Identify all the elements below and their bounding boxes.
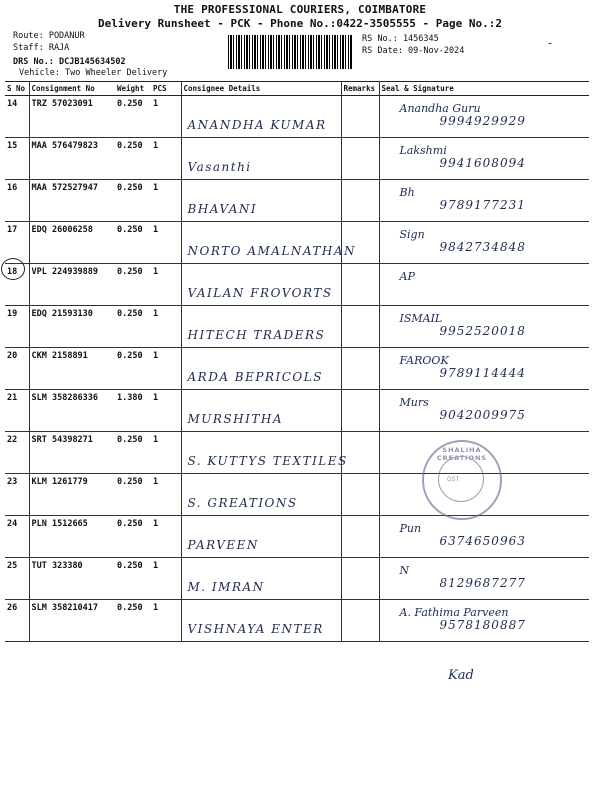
consignee-handwriting: S. KUTTYS TEXTILES [187,454,348,468]
receiver-signature: FAROOK [399,354,449,367]
cell-signature [379,558,589,600]
consignee-handwriting: M. IMRAN [187,580,265,594]
cell-consignee [181,516,341,558]
cell-consignee [181,138,341,180]
receiver-signature: AP [399,270,415,283]
col-remarks: Remarks [341,82,379,96]
col-signature: Seal & Signature [379,82,589,96]
consignee-handwriting: NORTO AMALNATHAN [187,244,357,258]
consignee-handwriting: ARDA BEPRICOLS [187,370,323,384]
receiver-signature: Pun [399,522,422,535]
cell-remarks [341,306,379,348]
cell-remarks [341,348,379,390]
consignee-handwriting: PARVEEN [187,538,259,552]
cell-sno: 18 [5,264,29,306]
cell-consignee [181,390,341,432]
company-title: THE PROFESSIONAL COURIERS, COIMBATORE [173,3,427,16]
cell-consignee [181,96,341,138]
cell-weight: 0.250 [115,222,151,264]
cell-sno: 26 [5,600,29,642]
cell-pcs: 1 [151,474,181,516]
cell-remarks [341,600,379,642]
footer-signature: Kad [448,668,474,683]
receiver-phone: 9994929929 [439,114,526,128]
col-consignment: Consignment No [29,82,115,96]
receiver-signature: N [399,564,410,577]
cell-pcs: 1 [151,516,181,558]
cell-consignee [181,180,341,222]
cell-pcs: 1 [151,432,181,474]
table-row [5,306,589,348]
stamp-gst: GST [447,476,460,483]
cell-consignee [181,222,357,264]
receiver-signature: Murs [399,396,429,409]
cell-consignment: SLM 358286336 [29,390,115,432]
cell-signature [379,138,589,180]
cell-consignment: MAA 576479823 [29,138,115,180]
consignee-handwriting: Vasanthi [187,160,252,174]
col-weight: Weight [115,82,151,96]
cell-pcs: 1 [151,348,181,390]
receiver-phone: 6374650963 [439,534,526,548]
cell-sno: 17 [5,222,29,264]
consignee-handwriting: BHAVANI [187,202,258,216]
cell-remarks [341,96,379,138]
cell-consignee [181,264,341,306]
corner-mark: ‑ [548,36,553,50]
receiver-signature: Bh [399,186,415,199]
consignee-handwriting: HITECH TRADERS [187,328,326,342]
cell-sno: 19 [5,306,29,348]
col-sno: S No [5,82,29,96]
cell-weight: 0.250 [115,474,151,516]
cell-sno: 20 [5,348,29,390]
vehicle-label: Vehicle: Two Wheeler Delivery [19,68,168,78]
cell-pcs: 1 [151,222,181,264]
cell-weight: 0.250 [115,264,151,306]
staff-label: Staff: RAJA [13,43,70,53]
table-row [5,138,589,180]
cell-consignment: SRT 54398271 [29,432,115,474]
table-row [5,600,589,642]
cell-remarks [341,222,379,264]
table-header-row [5,82,589,96]
table-row [5,390,589,432]
cell-signature [379,306,589,348]
table-row [5,516,589,558]
cell-remarks [341,138,379,180]
receiver-signature: A. Fathima Parveen [399,606,509,619]
cell-weight: 0.250 [115,348,151,390]
cell-weight: 0.250 [115,306,151,348]
table-row [5,180,589,222]
cell-consignment: TUT 323380 [29,558,115,600]
cell-signature [379,390,589,432]
table-row [5,222,589,264]
table-row [5,96,589,138]
cell-consignee [181,306,341,348]
cell-signature [379,180,589,222]
cell-pcs: 1 [151,306,181,348]
cell-consignment: EDQ 21593130 [29,306,115,348]
cell-weight: 0.250 [115,138,151,180]
cell-sno: 25 [5,558,29,600]
cell-consignment: MAA 572527947 [29,180,115,222]
cell-consignee [181,558,341,600]
cell-consignment: CKM 2158891 [29,348,115,390]
cell-consignment: VPL 224939889 [29,264,115,306]
stamp-inner-ring [438,456,484,502]
cell-signature [379,516,589,558]
cell-pcs: 1 [151,138,181,180]
cell-remarks [341,180,379,222]
cell-sno: 24 [5,516,29,558]
cell-sno: 21 [5,390,29,432]
receiver-phone: 9789177231 [439,198,526,212]
row-18-circle-mark [1,258,25,280]
cell-remarks [341,264,379,306]
cell-signature [379,222,589,264]
cell-sno: 14 [5,96,29,138]
route-label: Route: PODANUR [13,31,85,41]
runsheet-subtitle: Delivery Runsheet - PCK - Phone No.:0422-3505555 - Page No.:2 [98,17,502,30]
cell-sno: 15 [5,138,29,180]
cell-consignee [181,348,341,390]
cell-consignment: SLM 358210417 [29,600,115,642]
consignee-handwriting: MURSHITHA [187,412,283,426]
cell-weight: 1.380 [115,390,151,432]
cell-weight: 0.250 [115,600,151,642]
barcode-image [228,35,353,69]
cell-remarks [341,474,379,516]
table-row [5,558,589,600]
receiver-signature: Sign [399,228,425,241]
receiver-phone: 9941608094 [439,156,526,170]
cell-weight: 0.250 [115,516,151,558]
runsheet-table [5,81,589,642]
cell-consignment: KLM 1261779 [29,474,115,516]
consignee-handwriting: S. GREATIONS [187,496,298,510]
receiver-signature: Lakshmi [399,144,447,157]
receiver-signature: ISMAIL [399,312,443,325]
cell-pcs: 1 [151,600,181,642]
consignee-handwriting: ANANDHA KUMAR [187,118,327,132]
consignee-handwriting: VISHNAYA ENTER [187,622,324,636]
consignee-handwriting: VAILAN FROVORTS [187,286,333,300]
cell-remarks [341,432,379,474]
receiver-phone: 9789114444 [439,366,526,380]
stamp-name: SHALIHA CREATIONS [436,446,488,462]
table-row [5,432,589,474]
table-row [5,264,589,306]
receiver-phone: 9952520018 [439,324,526,338]
cell-consignment: TRZ 57023091 [29,96,115,138]
cell-sno: 23 [5,474,29,516]
cell-weight: 0.250 [115,180,151,222]
cell-remarks [341,558,379,600]
cell-pcs: 1 [151,264,181,306]
cell-consignee [181,600,341,642]
rs-number: RS No.: 1456345 [362,34,439,44]
cell-weight: 0.250 [115,96,151,138]
cell-weight: 0.250 [115,432,151,474]
cell-sno: 16 [5,180,29,222]
cell-signature [379,96,589,138]
cell-consignee [181,432,348,474]
receiver-phone: 8129687277 [439,576,526,590]
cell-pcs: 1 [151,558,181,600]
cell-signature [379,348,589,390]
cell-remarks [341,390,379,432]
receiver-phone: 9042009975 [439,408,526,422]
cell-pcs: 1 [151,96,181,138]
col-pcs: PCS [151,82,181,96]
cell-pcs: 1 [151,180,181,222]
company-stamp [422,440,502,520]
cell-signature [379,600,589,642]
cell-consignee [181,474,341,516]
drs-label: DRS No.: DCJB145634502 [13,57,126,67]
cell-consignment: PLN 1512665 [29,516,115,558]
receiver-signature: Anandha Guru [399,102,481,115]
table-row [5,348,589,390]
cell-pcs: 1 [151,390,181,432]
cell-signature [379,264,589,306]
receiver-phone: 9842734848 [439,240,526,254]
cell-sno: 22 [5,432,29,474]
cell-remarks [341,516,379,558]
receiver-phone: 9578180887 [439,618,526,632]
col-consignee: Consignee Details [181,82,341,96]
cell-consignment: EDQ 26006258 [29,222,115,264]
cell-weight: 0.250 [115,558,151,600]
rs-date: RS Date: 09-Nov-2024 [362,46,465,56]
